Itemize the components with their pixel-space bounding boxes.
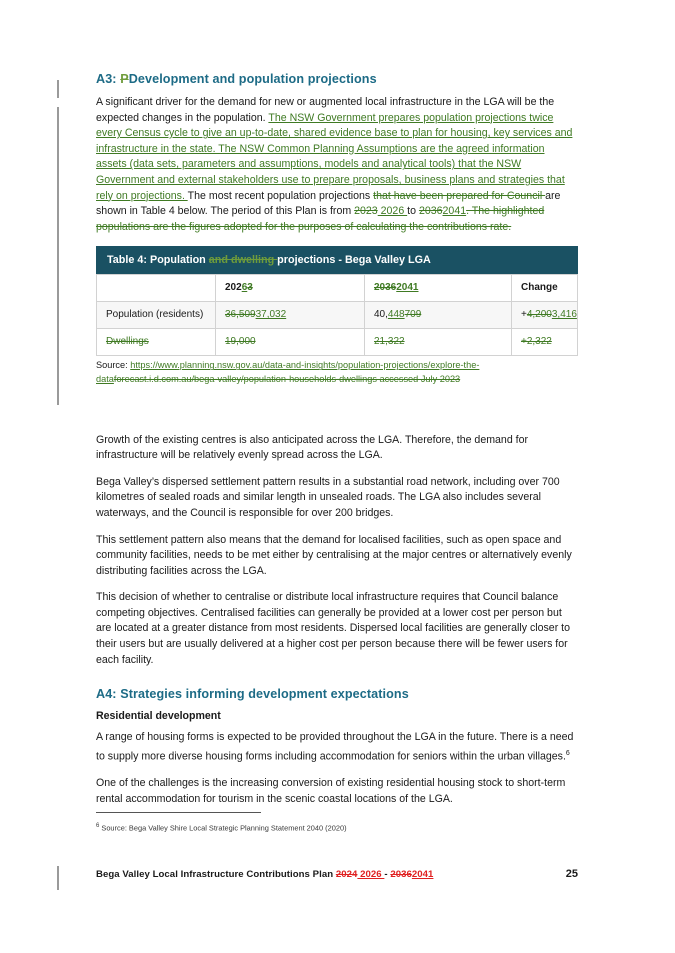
pop-2041-base: 40, (374, 309, 388, 321)
paragraph-population-driver (96, 95, 578, 235)
footnote-6 (96, 821, 566, 833)
pop-change-base: + (521, 309, 527, 321)
para1-inserted-2026: 2026 (377, 205, 408, 218)
row-population-2041 (365, 302, 512, 329)
heading-a3-prefix: A3: (96, 72, 121, 86)
source-inserted-url: https://www.planning.nsw.gov.au/data-and-insights/population-projections/explore-the-data (96, 360, 480, 384)
subheading-residential-development: Residential development (96, 710, 221, 723)
footer-separator: - (384, 869, 391, 880)
footnote-separator (96, 812, 261, 813)
spacer-before-a4 (96, 679, 578, 687)
pop-change-deleted: 4,200 (526, 309, 552, 321)
footer-title (96, 869, 433, 880)
paragraph-growth: Growth of the existing centres is also anticipated across the LGA. Therefore, the demand for infrastructure will be relatively evenly spread across the LGA. (96, 433, 529, 462)
para1-deleted-2036: 2036 (418, 205, 443, 218)
spacer (96, 387, 578, 433)
row-dwellings-2026 (216, 329, 365, 356)
paragraph-centralise-decision: This decision of whether to centralise or distribute local infrastructure requires that Council balance competing objectives. Centralised facilities can generally be provided at a lower cost per person but are located at a greater distance from most residents. Dispersed local facilities are generally closer to their users but are usually delivered at a higher cost per person because there will be fewer users for each facility. (96, 591, 570, 666)
table-row-population (97, 302, 578, 329)
heading-a3-deleted-char: P (120, 72, 129, 86)
page-footer (96, 868, 578, 880)
header-year2-deleted: 2036 (374, 282, 397, 294)
row-population-change (512, 302, 578, 329)
pop-2041-inserted: 448 (387, 309, 405, 321)
para1-text-2: The most recent population projections (187, 189, 374, 202)
paragraph-dispersed-settlement: Bega Valley’s dispersed settlement pattern results in a substantial road network, including over 700 kilometres of sealed roads and similar length in unsealed roads. The LGA also includes several waterways, and the Council is responsible for over 200 bridges. (96, 475, 560, 519)
footer-deleted-2036: 2036 (390, 869, 412, 880)
change-bar-body (57, 107, 59, 405)
footnote-reference-6[interactable]: 6 (565, 749, 570, 757)
table-caption-deleted: and dwelling (208, 254, 278, 267)
pop-2041-deleted: 709 (404, 309, 422, 321)
footer-title-text: Bega Valley Local Infrastructure Contributions Plan (96, 869, 336, 880)
dwellings-2026-deleted: 19,000 (225, 336, 256, 348)
para1-deleted-highlight-sentence: . The highlighted populations are the figures adopted for the purposes of calculating the contributions rate. (96, 205, 545, 233)
document-content (96, 72, 578, 818)
table-row-dwellings (97, 329, 578, 356)
page-heading-a4: A4: Strategies informing development expectations (96, 687, 409, 702)
source-deleted-url: forecast.i.d.com.au/bega-valley/population-households-dwellings accessed July 2023 (113, 373, 461, 384)
para1-text-1: A significant driver for the demand for new or augmented local infrastructure in the LGA will be the expected changes in the population. (96, 96, 555, 124)
table-header-change: Change (512, 275, 578, 302)
heading-a3-rest: Development and population projections (128, 72, 377, 86)
para1-deleted-2023: 2023 (354, 205, 378, 218)
table-header-row (97, 275, 578, 302)
row-dwellings-2041 (365, 329, 512, 356)
change-bar-footer (57, 866, 59, 890)
page-heading-a3 (96, 72, 578, 86)
table-caption-prefix: Table 4: Population (107, 254, 209, 267)
header-year2-inserted: 2041 (396, 282, 419, 294)
table-caption (96, 246, 578, 274)
table-source-note (96, 359, 578, 386)
dwellings-label-deleted: Dwellings (106, 336, 149, 348)
header-year-base: 202 (225, 282, 242, 294)
dwellings-change-deleted: +2,322 (521, 336, 552, 348)
table-header-blank (97, 275, 216, 302)
para1-text-3: are shown in Table 4 below. The period of this Plan is from (96, 189, 561, 218)
footnote-marker: 6 (96, 823, 100, 829)
para1-deleted-1: that have been prepared for Council (373, 189, 546, 202)
paragraph-housing-forms (96, 730, 578, 765)
row-population-2026 (216, 302, 365, 329)
source-prefix: Source: (96, 360, 131, 371)
table-caption-suffix: projections - Bega Valley LGA (277, 254, 431, 267)
pop-2026-inserted: 37,032 (255, 309, 287, 321)
table-header-year-2026 (216, 275, 365, 302)
row-dwellings-change (512, 329, 578, 356)
row-population-label: Population (residents) (97, 302, 216, 329)
pop-2026-deleted: 36,509 (225, 309, 256, 321)
footer-inserted-2026: 2026 (357, 869, 385, 880)
row-dwellings-label (97, 329, 216, 356)
page-number: 25 (565, 868, 578, 880)
para1-inserted-1: The NSW Government prepares population projections twice every Census cycle to give an up-to-date, shared evidence base to plan for housing, key services and infrastructure in the state. The NSW Common Planning Assumptions are the agreed information assets (data sets, parameters and assumptions, models and analytical tools) that the NSW Government and external stakeholders use to prepare proposals, business plans and strategies that rely on projections. (96, 111, 573, 202)
paragraph-short-term-rental: One of the challenges is the increasing conversion of existing residential housing stock to short-term rental accommodation for tourism in the scenic coastal locations of the LGA. (96, 776, 566, 805)
dwellings-2041-deleted: 21,322 (374, 336, 405, 348)
footnote-text: Source: Bega Valley Shire Local Strategic Planning Statement 2040 (2020) (99, 823, 347, 833)
housing-forms-text: A range of housing forms is expected to be provided throughout the LGA in the future. There is a need to supply more diverse housing forms including accommodation for seniors within the urban villages. (96, 731, 574, 763)
population-projections-table (96, 246, 578, 356)
header-year-inserted: 6 (241, 282, 248, 294)
footer-inserted-2041: 2041 (411, 869, 434, 880)
paragraph-settlement-pattern: This settlement pattern also means that the demand for localised facilities, such as open space and community facilities, needs to be met either by centralising at the major centres or alternatively evenly distributing facilities across the LGA. (96, 533, 572, 577)
change-bar-heading (57, 80, 59, 98)
footer-deleted-2024: 2024 (335, 869, 358, 880)
table-header-year-2041 (365, 275, 512, 302)
header-year-deleted: 3 (247, 282, 253, 294)
para1-text-4: to (407, 205, 419, 218)
para1-inserted-2041: 2041 (442, 205, 467, 218)
pop-change-inserted: 3,416 (551, 309, 577, 321)
